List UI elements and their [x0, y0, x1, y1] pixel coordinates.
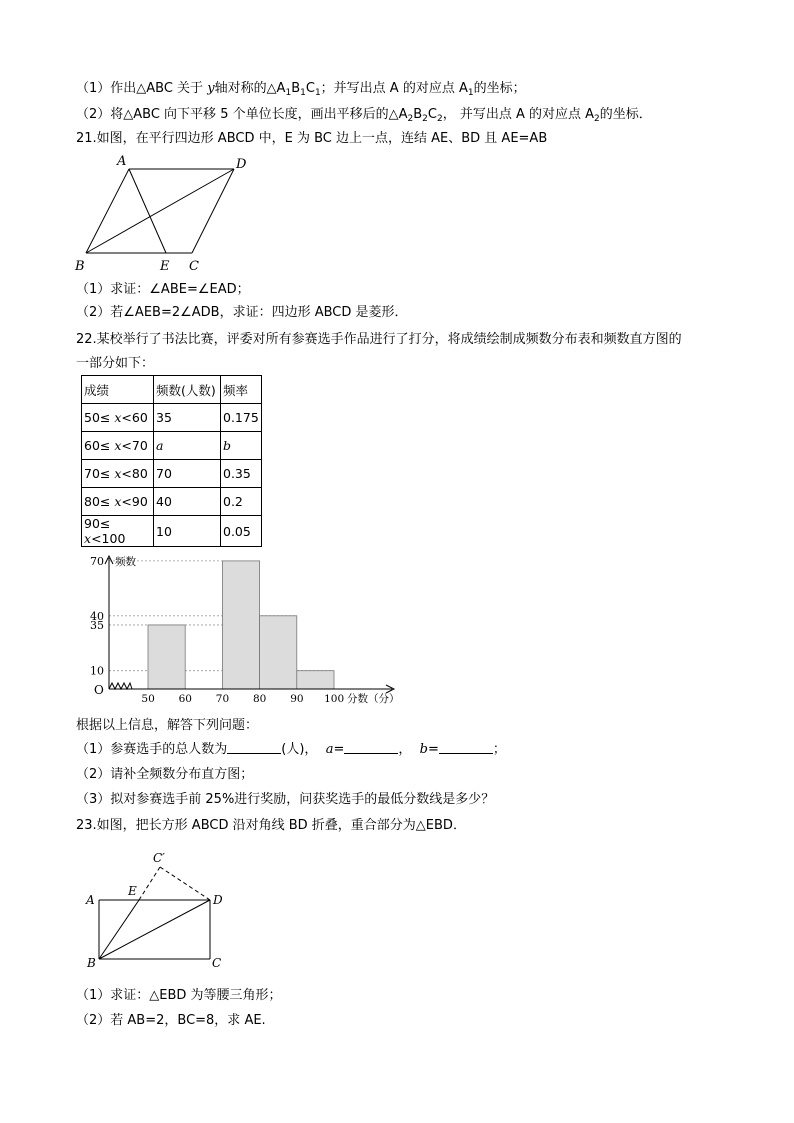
q20-part2-post: ， 并写出点 A 的对应点 A [442, 107, 595, 122]
x-tick-label: 70 [215, 693, 230, 705]
x-tick-label: 50 [141, 693, 155, 705]
q21-stem: 21.如图，在平行四边形 ABCD 中，E 为 BC 边上一点，连结 AE、BD 且 AE=AB [76, 131, 548, 146]
header-score: 成绩 [82, 376, 154, 404]
count-cell: 35 [154, 404, 221, 432]
x-tick-label: 90 [290, 693, 304, 705]
table-row [82, 516, 262, 547]
q22-stem-line2: 一部分如下： [76, 356, 155, 371]
histogram-bar [222, 561, 259, 689]
histogram-bar [260, 616, 297, 689]
subscript: 2 [594, 114, 600, 124]
label-B: B [87, 956, 96, 970]
table-row [82, 488, 262, 516]
folded-segment-EC1 [139, 867, 160, 900]
frequency-cell: 0.175 [221, 404, 262, 432]
vertex-letter: B [413, 107, 423, 122]
score-range: 80≤ x<90 [82, 488, 154, 516]
q20-part1 [76, 80, 526, 98]
subscript: 1 [285, 88, 292, 98]
table-row [82, 432, 262, 460]
folded-segment-BE [99, 900, 139, 959]
origin-label: O [94, 683, 104, 697]
q21-part1: （1）求证：∠ABE=∠EAD； [76, 282, 250, 297]
q20-part2-text: （2）将△ABC 向下平移 5 个单位长度，画出平移后的△A [76, 107, 408, 122]
axis-break-zigzag [109, 683, 132, 689]
q22-part2: （2）请补全频数分布直方图； [76, 767, 254, 782]
label-B: B [75, 259, 85, 274]
score-range: 60≤ x<70 [82, 432, 154, 460]
subscript: 1 [314, 88, 321, 98]
label-A: A [86, 893, 95, 907]
answer-blank-a[interactable] [344, 741, 398, 754]
side-CD [192, 169, 234, 253]
axis-variable: y [207, 81, 215, 96]
equals-sign: = [427, 742, 439, 757]
q20-part2 [76, 106, 652, 124]
equals-sign: = [333, 742, 345, 757]
x-tick-label: 80 [253, 693, 267, 705]
vertex-letter: C [427, 107, 437, 122]
q22-part1 [76, 741, 506, 759]
count-cell: a [154, 432, 221, 460]
label-E: E [160, 259, 170, 274]
q20-part1-end: 的坐标； [473, 81, 526, 96]
y-tick-label: 70 [90, 554, 104, 568]
q23-stem: 23.如图，把长方形 ABCD 沿对角线 BD 折叠，重合部分为△EBD． [76, 818, 466, 833]
q22-part3: （3）拟对参赛选手前 25%进行奖励，问获奖选手的最低分数线是多少？ [76, 792, 495, 807]
variable-b: b [419, 742, 428, 757]
score-range: 50≤ x<60 [82, 404, 154, 432]
count-cell: 40 [154, 488, 221, 516]
label-D: D [213, 893, 223, 907]
header-count: 频数(人数) [154, 376, 221, 404]
x-axis-label: 分数（分） [347, 693, 400, 705]
label-D: D [236, 157, 247, 172]
y-axis-label: 频数 [115, 556, 136, 568]
table-row [82, 404, 262, 432]
table-header-row [82, 376, 262, 404]
score-range: 90≤ x<100 [82, 516, 154, 547]
y-tick-label: 40 [90, 609, 104, 623]
q20-part1-mid: 轴对称的△A [214, 81, 286, 96]
frequency-cell: 0.2 [221, 488, 262, 516]
q20-part2-end: 的坐标． [599, 107, 652, 122]
subscript: 1 [300, 88, 306, 98]
q21-part2: （2）若∠AEB=2∠ADB，求证：四边形 ABCD 是菱形． [76, 305, 408, 320]
answer-blank-b[interactable] [439, 741, 493, 754]
label-C: C [212, 956, 222, 970]
frequency-cell: b [221, 432, 262, 460]
variable-a: a [325, 742, 334, 757]
vertex-letter: B [291, 81, 301, 96]
vertex-letter: C [305, 81, 315, 96]
semicolon: ； [492, 742, 506, 757]
q23-part2: （2）若 AB=2，BC=8，求 AE. [76, 1013, 266, 1028]
frequency-table [81, 375, 262, 547]
subscript: 2 [436, 114, 443, 124]
y-tick-label: 35 [90, 618, 104, 632]
rectangle-fold-figure [80, 848, 240, 973]
q23-part1: （1）求证：△EBD 为等腰三角形； [76, 988, 282, 1003]
label-A: A [117, 154, 127, 169]
subscript: 2 [422, 114, 428, 124]
label-E: E [128, 884, 137, 898]
label-C-prime: C′ [153, 851, 165, 865]
parallelogram-figure [70, 150, 270, 275]
q22-part1-text: （1）参赛选手的总人数为 [76, 742, 228, 757]
count-cell: 10 [154, 516, 221, 547]
subscript: 1 [467, 88, 474, 98]
frequency-cell: 0.35 [221, 460, 262, 488]
x-tick-label: 100 [324, 693, 345, 705]
q20-part1-post: ；并写出点 A 的对应点 A [320, 81, 468, 96]
y-tick-label: 10 [90, 664, 104, 678]
frequency-cell: 0.05 [221, 516, 262, 547]
separator: ， [398, 742, 412, 757]
q22-intro: 根据以上信息，解答下列问题： [76, 718, 259, 733]
answer-blank-total[interactable] [227, 741, 281, 754]
x-tick-label: 60 [178, 693, 192, 705]
count-cell: 70 [154, 460, 221, 488]
q22-part1-unit: (人)， [281, 742, 318, 757]
folded-segment-C1D [160, 867, 210, 900]
diagonal-BD [99, 900, 210, 959]
histogram-bar [297, 671, 334, 689]
header-frequency: 频率 [221, 376, 262, 404]
histogram-bar [148, 625, 185, 689]
q20-part1-text: （1）作出△ABC 关于 [76, 81, 208, 96]
table-row [82, 460, 262, 488]
label-C: C [189, 259, 199, 274]
score-range: 70≤ x<80 [82, 460, 154, 488]
frequency-histogram [80, 552, 410, 712]
q22-stem-line1: 22.某校举行了书法比赛，评委对所有参赛选手作品进行了打分，将成绩绘制成频数分布表和频数直方图的 [76, 332, 682, 347]
subscript: 2 [407, 114, 414, 124]
